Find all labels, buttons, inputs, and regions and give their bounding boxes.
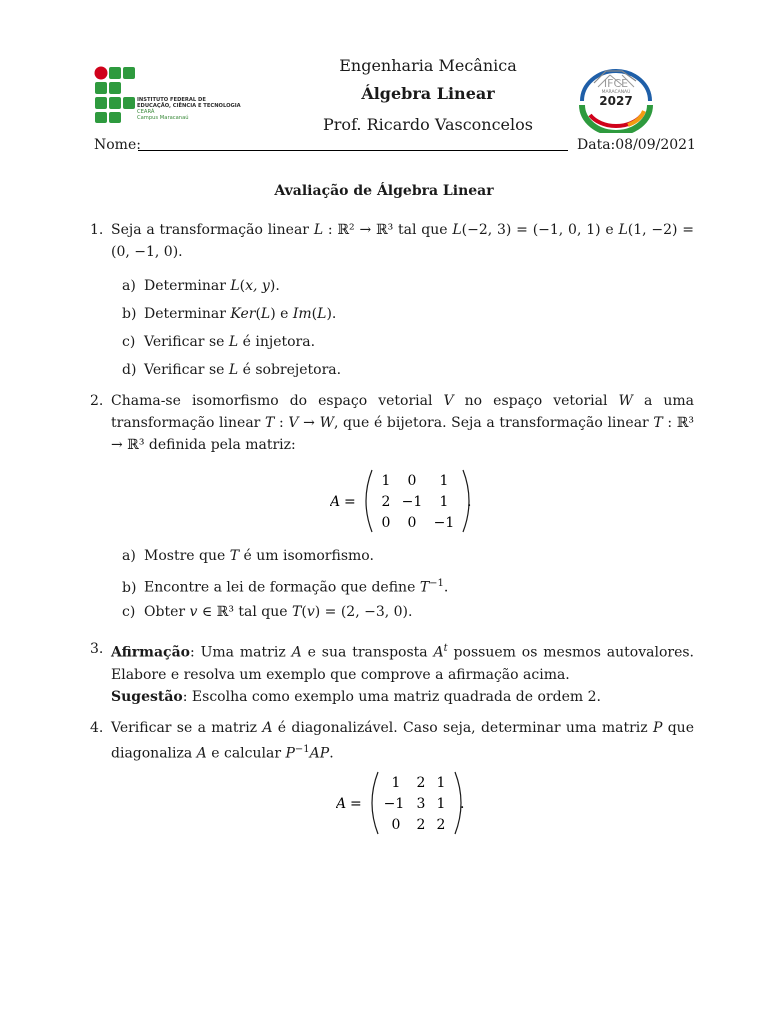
list-item: a) Mostre que T é um isomorfismo. — [122, 548, 374, 564]
list-item: a) Determinar L(x, y). — [122, 278, 280, 294]
question-3-text: Afirmação: Uma matriz A e sua transposta $A^t$ possuem os mesmos autovalores. Elabore e resolva um exemplo que comprove a afirmação acima. Sugestão: Escolha como exemplo uma matriz quadrada de ordem 2. — [111, 643, 694, 705]
svg-text:0: 0 — [381, 515, 391, 531]
question-1-text: Seja a transformação linear L : ℝ² → ℝ³ tal que L(−2, 3) = (−1, 0, 1) e L(1, −2) = (0, −1, 0). — [111, 222, 694, 260]
list-item: b) Determinar Ker(L) e Im(L). — [122, 306, 337, 322]
question-3 — [90, 638, 694, 708]
svg-text:−1: −1 — [433, 515, 455, 531]
svg-text:=: = — [344, 494, 356, 510]
svg-text:MARACANAÚ: MARACANAÚ — [601, 90, 631, 95]
svg-text:.: . — [460, 796, 465, 812]
question-4-text: Verificar se a matriz A é diagonalizável. Caso seja, determinar uma matriz P que diagonaliza A e calcular $P^{-1}AP$. — [111, 720, 694, 762]
svg-text:0: 0 — [407, 473, 417, 489]
list-item: c) Verificar se L é injetora. — [122, 334, 316, 350]
svg-text:0: 0 — [407, 515, 417, 531]
svg-text:2: 2 — [436, 817, 446, 833]
course-name: Engenharia Mecânica — [339, 56, 517, 75]
list-item: c) Obter v ∈ ℝ³ tal que T(v) = (2, −3, 0). — [122, 604, 413, 620]
list-item: b) Encontre a lei de formação que define $T^{-1}$. — [122, 578, 449, 596]
subject-name: Álgebra Linear — [361, 84, 495, 103]
institution-logo-text: INSTITUTO FEDERAL DE EDUCAÇÃO, CIÊNCIA E TECNOLOGIA CEARÁ Campus Maracanaú — [137, 97, 241, 121]
svg-text:1: 1 — [436, 796, 446, 812]
exam-title: Avaliação de Álgebra Linear — [274, 183, 494, 199]
name-label: Nome: — [94, 137, 141, 153]
svg-text:0: 0 — [391, 817, 401, 833]
svg-text:1: 1 — [439, 494, 449, 510]
svg-text:A: A — [330, 494, 341, 510]
svg-text:IFCE: IFCE — [603, 77, 629, 90]
svg-text:3: 3 — [416, 796, 426, 812]
question-2-text: Chama-se isomorfismo do espaço vetorial V no espaço vetorial W a uma transformação linear T : V → W, que é bijetora. Seja a transformação linear T : ℝ³ → ℝ³ definida pela matriz: — [111, 393, 695, 453]
svg-text:2: 2 — [381, 494, 391, 510]
question-1-items — [122, 275, 341, 387]
question-1 — [90, 219, 694, 263]
list-item: d) Verificar se L é sobrejetora. — [122, 362, 342, 378]
date-label: Data:08/09/2021 — [577, 137, 696, 153]
svg-text:−1: −1 — [383, 796, 405, 812]
question-2-items — [122, 545, 448, 629]
question-number: 2. — [90, 393, 104, 409]
question-number: 1. — [90, 222, 104, 238]
question-number: 4. — [90, 720, 104, 736]
svg-text:2: 2 — [416, 817, 426, 833]
institution-logo — [94, 66, 241, 126]
question-number: 3. — [90, 641, 104, 657]
matrix-a-1 — [330, 466, 480, 540]
matrix-a-2 — [336, 768, 476, 842]
institution-logo-icon — [94, 66, 138, 124]
question-2 — [90, 390, 694, 456]
svg-text:A: A — [336, 796, 347, 812]
name-field-line — [138, 150, 568, 151]
svg-text:1: 1 — [436, 775, 446, 791]
svg-text:=: = — [350, 796, 362, 812]
svg-text:1: 1 — [439, 473, 449, 489]
svg-text:2027: 2027 — [599, 94, 633, 108]
svg-text:1: 1 — [391, 775, 401, 791]
svg-text:2: 2 — [416, 775, 426, 791]
svg-text:.: . — [467, 494, 472, 510]
professor-name: Prof. Ricardo Vasconcelos — [323, 115, 533, 134]
question-4 — [90, 717, 694, 765]
svg-text:1: 1 — [381, 473, 391, 489]
svg-text:−1: −1 — [401, 494, 423, 510]
